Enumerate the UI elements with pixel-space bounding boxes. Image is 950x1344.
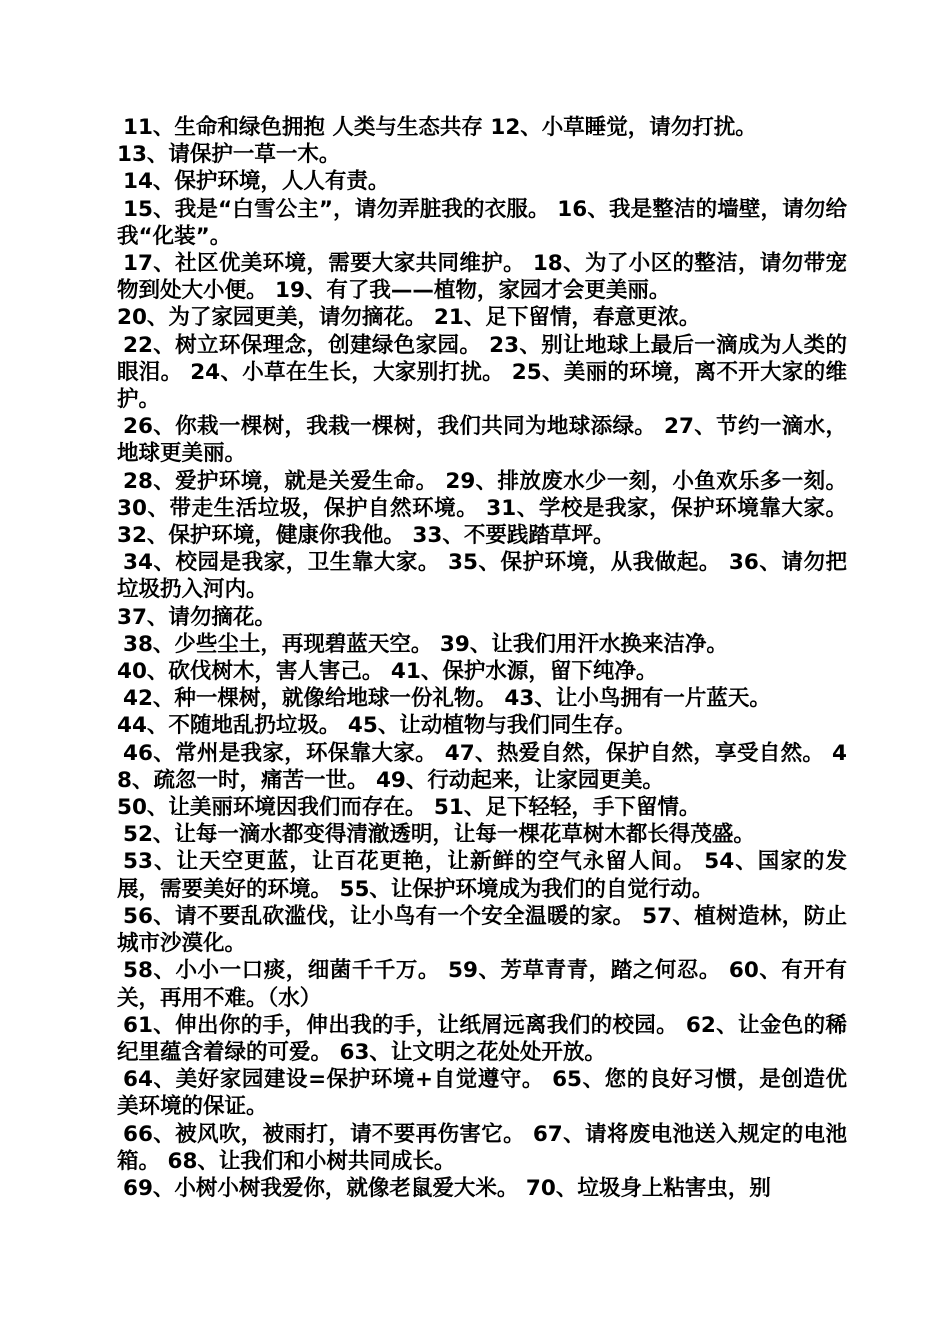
- slogan-paragraph: 69、小树小树我爱你，就像老鼠爱大米。 70、垃圾身上粘害虫，别: [123, 1175, 771, 1201]
- slogan-paragraph: 50、让美丽环境因我们而存在。 51、足下轻轻，手下留情。: [117, 795, 701, 821]
- slogan-paragraph: 15、我是“白雪公主”，请勿弄脏我的衣服。 16、我是整洁的墙壁，请勿给我“化装”。: [117, 196, 847, 249]
- slogan-paragraph: 28、爱护环境，就是关爱生命。 29、排放废水少一刻，小鱼欢乐多一刻。 30、带走生活垃圾，保护自然环境。 31、学校是我家，保护环境靠大家。 32、保护环境，健康你我他。 33、不要践踏草坪。: [117, 468, 847, 549]
- slogan-paragraph: 38、少些尘土，再现碧蓝天空。 39、让我们用汗水换来洁净。: [123, 631, 728, 657]
- slogan-paragraph: 44、不随地乱扔垃圾。 45、让动植物与我们同生存。: [117, 713, 636, 739]
- slogan-paragraph: 46、常州是我家，环保靠大家。 47、热爱自然，保护自然，享受自然。 48、疏忽一时，痛苦一世。 49、行动起来，让家园更美。: [117, 740, 847, 793]
- slogan-paragraph: 61、伸出你的手，伸出我的手，让纸屑远离我们的校园。 62、让金色的稀纪里蕴含着绿的可爱。 63、让文明之花处处开放。: [117, 1012, 847, 1065]
- slogan-paragraph: 52、让每一滴水都变得清澈透明，让每一棵花草树木都长得茂盛。: [123, 822, 755, 848]
- slogan-paragraph: 42、种一棵树，就像给地球一份礼物。 43、让小鸟拥有一片蓝天。: [123, 686, 771, 712]
- slogan-paragraph: 11、生命和绿色拥抱 人类与生态共存 12、小草睡觉，请勿打扰。: [123, 115, 757, 140]
- slogan-paragraph: 66、被风吹，被雨打，请不要再伤害它。 67、请将废电池送入规定的电池箱。 68、让我们和小树共同成长。: [117, 1121, 847, 1174]
- slogan-paragraph: 13、请保护一草一木。: [117, 142, 341, 168]
- slogan-paragraph: 64、美好家园建设=保护环境+自觉遵守。 65、您的良好习惯，是创造优美环境的保证。: [117, 1067, 847, 1120]
- slogan-paragraph: 20、为了家园更美，请勿摘花。 21、足下留情，春意更浓。: [117, 305, 701, 331]
- slogan-paragraph: 17、社区优美环境，需要大家共同维护。 18、为了小区的整洁，请勿带宠物到处大小便。 19、有了我——植物，家园才会更美丽。: [117, 251, 847, 304]
- slogan-paragraph: 26、你栽一棵树，我栽一棵树，我们共同为地球添绿。 27、节约一滴水，地球更美丽。: [117, 414, 847, 467]
- slogan-paragraph: 53、让天空更蓝，让百花更艳，让新鲜的空气永留人间。 54、国家的发展，需要美好的环境。 55、让保护环境成为我们的自觉行动。: [117, 849, 847, 902]
- slogan-paragraph: 56、请不要乱砍滥伐，让小鸟有一个安全温暖的家。 57、植树造林，防止城市沙漠化。: [117, 903, 847, 957]
- slogan-paragraph: 34、校园是我家，卫生靠大家。 35、保护环境，从我做起。 36、请勿把垃圾扔入河内。: [117, 550, 847, 603]
- slogan-paragraph: 14、保护环境，人人有责。: [123, 169, 390, 195]
- slogan-paragraph: 22、树立环保理念，创建绿色家园。 23、别让地球上最后一滴成为人类的眼泪。 24、小草在生长，大家别打扰。 25、美丽的环境，离不开大家的维护。: [117, 332, 847, 413]
- slogan-paragraph: 58、小小一口痰，细菌千千万。 59、芳草青青，踏之何忍。 60、有开有关，再用不难。（水）: [117, 958, 847, 1011]
- slogan-paragraph: 37、请勿摘花。: [117, 604, 276, 630]
- slogan-paragraph: 40、砍伐树木，害人害己。 41、保护水源，留下纯净。: [117, 659, 658, 685]
- document-body: [117, 114, 847, 1202]
